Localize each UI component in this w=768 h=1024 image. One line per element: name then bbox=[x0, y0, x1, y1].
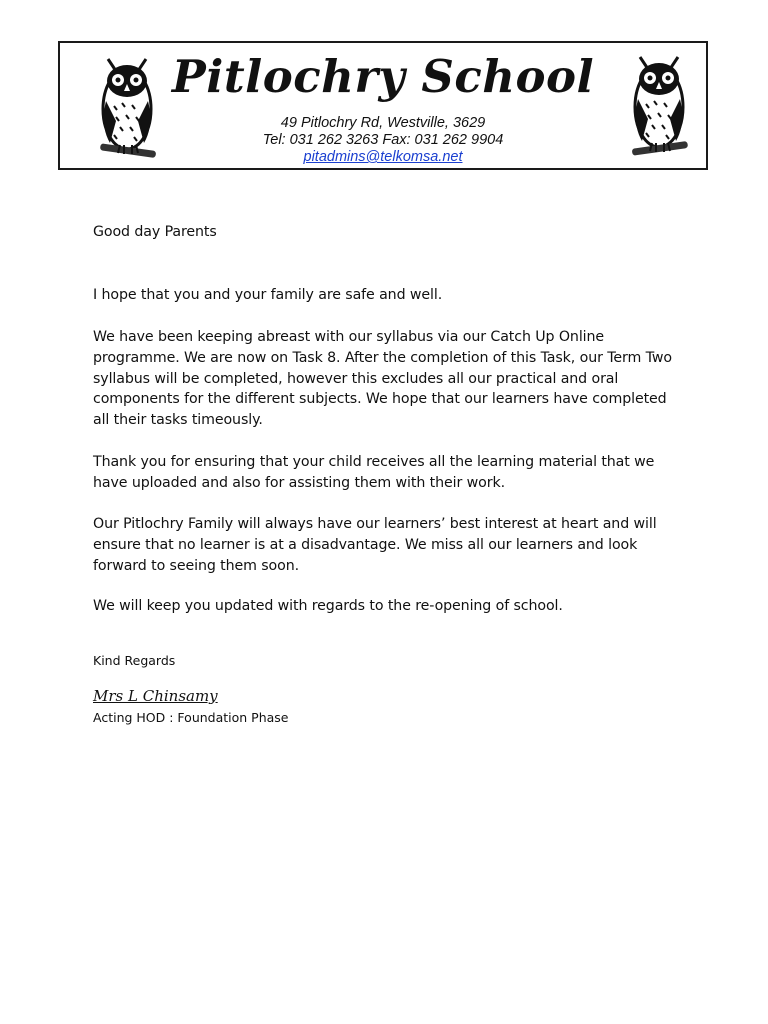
letter-paragraph: We have been keeping abreast with our syllabus via our Catch Up Online programme. We are now on Task 8. After the completion of this Task, our Term Two syllabus will be completed, however this excludes all our practical and oral components for the different subjects. We hope that our learners have completed all their tasks timeously. bbox=[93, 329, 672, 429]
letter-greeting: Good day Parents bbox=[93, 224, 217, 240]
email-line bbox=[60, 149, 706, 166]
school-email-link[interactable]: pitadmins@telkomsa.net bbox=[303, 149, 463, 165]
letter-closing: Kind Regards bbox=[93, 653, 176, 668]
school-address: 49 Pitlochry Rd, Westville, 3629 bbox=[280, 115, 486, 131]
owl-icon bbox=[626, 49, 692, 159]
letterhead bbox=[58, 41, 708, 170]
school-name: Pitlochry School bbox=[171, 50, 595, 103]
school-contact: Tel: 031 262 3263 Fax: 031 262 9904 bbox=[262, 132, 504, 148]
signature: Mrs L Chinsamy bbox=[93, 687, 218, 705]
letter-paragraph: Our Pitlochry Family will always have our learners’ best interest at heart and will ensure that no learner is at a disadvantage. We miss all our learners and look forward to seeing them soon. bbox=[93, 516, 657, 574]
letter-paragraph: Thank you for ensuring that your child receives all the learning material that we have uploaded and also for assisting them with their work. bbox=[93, 454, 655, 491]
letter-paragraph: I hope that you and your family are safe and well. bbox=[93, 287, 443, 303]
letter-paragraph: We will keep you updated with regards to the re-opening of school. bbox=[93, 598, 563, 614]
signature-title: Acting HOD : Foundation Phase bbox=[93, 710, 289, 725]
